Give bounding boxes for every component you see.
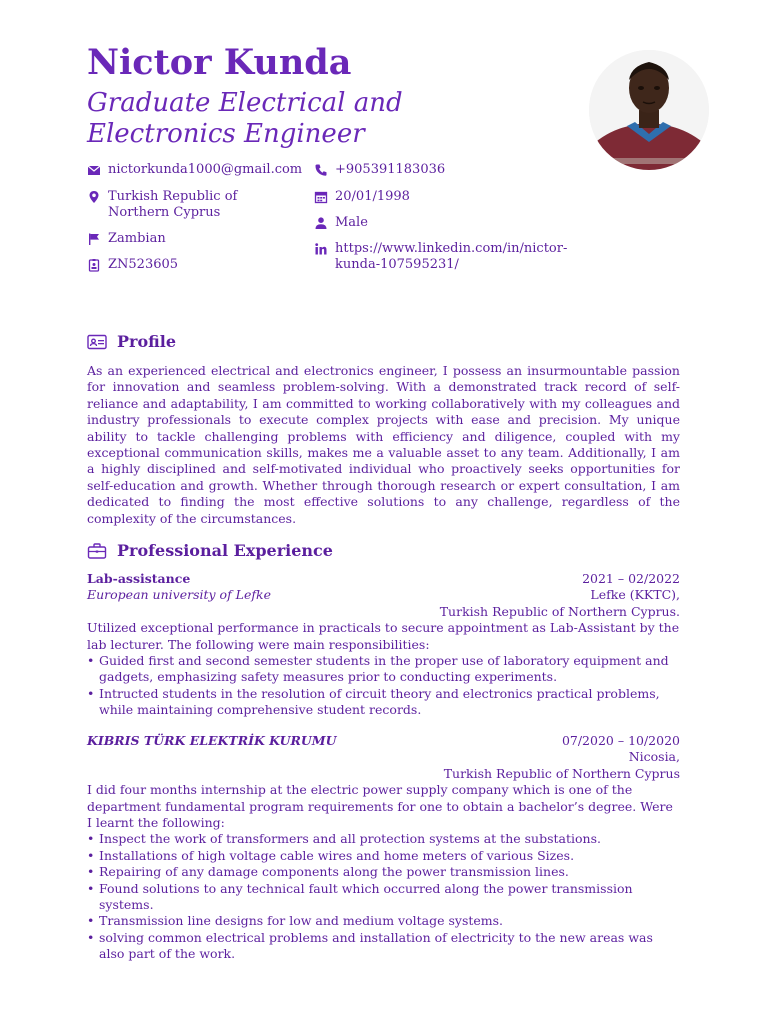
birthdate-text: 20/01/1998 <box>335 189 410 204</box>
job-location-line2: Turkish Republic of Northern Cyprus. <box>439 603 680 619</box>
list-item: • Installations of high voltage cable wires and home meters of various Sizes. <box>87 848 680 864</box>
passport-text: ZN523605 <box>108 257 179 272</box>
id-card-icon <box>87 333 107 351</box>
job-entry <box>87 733 680 963</box>
list-item: • Inspect the work of transformers and all protection systems at the substations. <box>87 831 680 847</box>
person-icon <box>314 216 328 230</box>
location-pin-icon <box>87 190 101 204</box>
job-description: Utilized exceptional performance in practicals to secure appointment as Lab-Assistant by the lab lecturer. The following were main responsibilities: <box>87 620 680 652</box>
profile-section-title: Profile <box>117 332 177 351</box>
briefcase-icon <box>87 542 107 560</box>
list-item: • Found solutions to any technical fault which occurred along the power transmission systems. <box>87 881 680 914</box>
candidate-headline: Graduate Electrical and Electronics Engineer <box>87 88 403 149</box>
flag-icon <box>87 232 101 246</box>
list-item: • Transmission line designs for low and medium voltage systems. <box>87 913 680 929</box>
profile-photo-image <box>589 50 709 170</box>
gender-text: Male <box>335 215 368 230</box>
job-title: Lab-assistance <box>87 571 191 586</box>
job-title: KIBRIS TÜRK ELEKTRİK KURUMU <box>87 733 337 748</box>
job-responsibilities <box>87 653 680 719</box>
job-employer: European university of Lefke <box>87 587 271 603</box>
job-dates: 2021 – 02/2022 <box>582 571 680 586</box>
job-location-line1: Nicosia, <box>628 749 680 765</box>
job-entry <box>87 571 680 719</box>
job-location-line1: Lefke (KKTC), <box>590 587 680 603</box>
location-text: Turkish Republic of Northern Cyprus <box>108 189 238 220</box>
phone-text: +905391183036 <box>335 162 446 177</box>
candidate-name: Nictor Kunda <box>87 42 352 83</box>
calendar-icon <box>314 190 328 204</box>
list-item: • solving common electrical problems and installation of electricity to the new areas was also part of the work. <box>87 930 680 963</box>
list-item: • Guided first and second semester students in the proper use of laboratory equipment and gadgets, emphasizing safety measures prior to conducting experiments. <box>87 653 680 686</box>
experience-section-title: Professional Experience <box>117 541 333 560</box>
list-item: • Intructed students in the resolution of circuit theory and electronics practical problems, while maintaining comprehensive student records. <box>87 686 680 719</box>
nationality-text: Zambian <box>108 231 166 246</box>
linkedin-icon <box>314 242 328 256</box>
job-description: I did four months internship at the electric power supply company which is one of the department fundamental program requirements for one to obtain a bachelor’s degree. Were I learnt the following: <box>87 782 673 831</box>
experience-section-header <box>87 541 333 560</box>
phone-icon <box>314 163 328 177</box>
list-item: • Repairing of any damage components along the power transmission lines. <box>87 864 680 880</box>
job-responsibilities <box>87 831 680 962</box>
email-icon <box>87 163 101 177</box>
email-text: nictorkunda1000@gmail.com <box>108 162 303 177</box>
linkedin-link[interactable]: https://www.linkedin.com/in/nictor-kunda-107595231/ <box>335 241 568 272</box>
profile-section-header <box>87 332 176 351</box>
id-badge-icon <box>87 258 101 272</box>
job-dates: 07/2020 – 10/2020 <box>561 733 680 748</box>
profile-summary: As an experienced electrical and electronics engineer, I possess an insurmountable passion for innovation and seamless problem-solving. With a demonstrated track record of self-reliance and adaptability, I am committed to working collaboratively with my colleagues and industry professionals to execute complex projects with ease and precision. My unique ability to tackle challenging problems with efficiency and diligence, coupled with my exceptional communication skills, makes me a valuable asset to any team. Additionally, I am a highly disciplined and self-motivated individual who proactively seeks opportunities for self-education and growth. Whether through thorough research or expert consultation, I am dedicated to finding the most effective solutions to any challenge, regardless of the complexity of the circumstances. <box>87 363 680 526</box>
profile-photo <box>589 50 709 170</box>
job-location-line2: Turkish Republic of Northern Cyprus <box>443 765 680 781</box>
